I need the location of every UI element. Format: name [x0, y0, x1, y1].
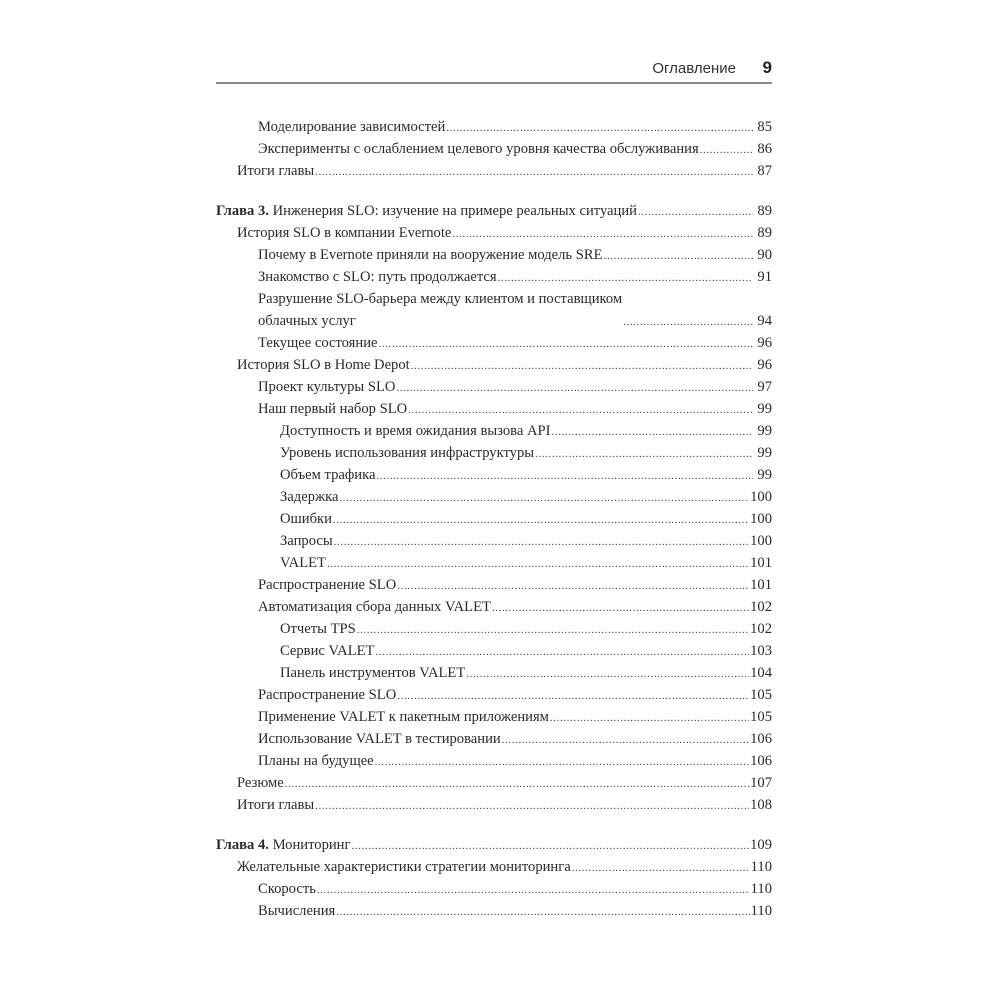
dot-leader: [396, 376, 753, 398]
toc-entry[interactable]: [216, 618, 772, 640]
dot-leader: [397, 684, 749, 706]
entry-text: Автоматизация сбора данных VALET: [258, 599, 491, 615]
dot-leader: [333, 508, 749, 530]
toc-entry-title: [280, 420, 550, 442]
toc-entry[interactable]: [216, 706, 772, 728]
entry-text: Распространение SLO: [258, 577, 397, 593]
page-number: 105: [750, 709, 772, 725]
toc-section: [216, 200, 772, 816]
toc-entry[interactable]: [216, 684, 772, 706]
entry-text: VALET: [280, 555, 326, 571]
dot-leader: [339, 486, 749, 508]
toc-entry-title: [280, 508, 332, 530]
toc-entry[interactable]: [216, 160, 772, 182]
toc-entry-title: [258, 138, 699, 160]
dot-leader: [327, 552, 749, 574]
toc-entry[interactable]: [216, 486, 772, 508]
dot-leader: [700, 138, 753, 160]
toc-entry-title: [280, 464, 375, 486]
entry-text: Задержка: [280, 489, 339, 505]
toc-entry[interactable]: [216, 552, 772, 574]
page-number: 87: [757, 163, 772, 179]
entry-text: Мониторинг: [272, 837, 351, 853]
entry-text: Скорость: [258, 881, 316, 897]
toc-entry-title: [258, 706, 549, 728]
entry-text: История SLO в компании Evernote: [237, 225, 452, 241]
toc-entry[interactable]: [216, 266, 772, 288]
entry-text: Доступность и время ожидания вызова API: [280, 423, 551, 439]
toc-entry[interactable]: [216, 772, 772, 794]
toc-entry-title: [258, 398, 407, 420]
page-number: 101: [750, 577, 772, 593]
running-header: [216, 58, 772, 84]
entry-text: Разрушение SLO-барьера между клиентом и поставщиком облачных услуг: [258, 291, 623, 329]
page-number: 102: [750, 621, 772, 637]
entry-text: Знакомство с SLO: путь продолжается: [258, 269, 497, 285]
entry-text: Резюме: [237, 775, 284, 791]
toc-entry-title: [280, 486, 338, 508]
toc-entry-title: [280, 618, 356, 640]
toc-entry-title: [258, 750, 374, 772]
entry-text: Инженерия SLO: изучение на примере реальных ситуаций: [272, 203, 637, 219]
entry-text: Итоги главы: [237, 163, 315, 179]
page-number: 105: [750, 687, 772, 703]
entry-text: Объем трафика: [280, 467, 376, 483]
toc-entry[interactable]: [216, 640, 772, 662]
header-page-number: 9: [762, 58, 772, 77]
entry-text: Распространение SLO: [258, 687, 397, 703]
dot-leader: [604, 244, 753, 266]
entry-text: Вычисления: [258, 903, 336, 919]
toc-entry-title: [258, 116, 445, 138]
dot-leader: [446, 116, 753, 138]
dot-leader: [285, 772, 749, 794]
toc-entry-title: [280, 662, 465, 684]
dot-leader: [357, 618, 749, 640]
page-number: 89: [757, 203, 772, 219]
toc-entry-title: [280, 530, 333, 552]
toc-entry[interactable]: [216, 878, 772, 900]
entry-text: Моделирование зависимостей: [258, 119, 446, 135]
dot-leader: [334, 530, 749, 552]
entry-text: Почему в Evernote приняли на вооружение модель SRE: [258, 247, 603, 263]
entry-text: Проект культуры SLO: [258, 379, 396, 395]
page-number: 109: [750, 837, 772, 853]
toc-entry[interactable]: [216, 530, 772, 552]
toc-entry-title: [258, 878, 316, 900]
toc-entry-title: [258, 684, 396, 706]
dot-leader: [411, 354, 753, 376]
toc-entry[interactable]: [216, 442, 772, 464]
chapter-number: Глава 3.: [216, 203, 269, 219]
entry-text: Желательные характеристики стратегии мониторинга: [237, 859, 571, 875]
toc-entry-title: [280, 552, 326, 574]
toc-entry-title: [280, 442, 534, 464]
dot-leader: [638, 200, 753, 222]
page-number: 110: [750, 903, 772, 919]
entry-text: Планы на будущее: [258, 753, 374, 769]
page-number: 99: [757, 401, 772, 417]
entry-text: Текущее состояние: [258, 335, 378, 351]
page-number: 96: [757, 357, 772, 373]
dot-leader: [623, 310, 753, 332]
entry-text: Использование VALET в тестировании: [258, 731, 501, 747]
page-number: 90: [757, 247, 772, 263]
page-number: 100: [750, 511, 772, 527]
entry-text: Сервис VALET: [280, 643, 375, 659]
toc-entry[interactable]: [216, 288, 772, 332]
toc-entry-title: [237, 772, 284, 794]
toc-entry-title: [258, 376, 395, 398]
page-number: 89: [757, 225, 772, 241]
toc-entry-title: [258, 288, 622, 332]
page-number: 97: [757, 379, 772, 395]
entry-text: Ошибки: [280, 511, 332, 527]
page-number: 110: [750, 859, 772, 875]
toc-entry[interactable]: [216, 116, 772, 138]
page-number: 99: [757, 445, 772, 461]
page-number: 99: [757, 467, 772, 483]
page-number: 104: [750, 665, 772, 681]
dot-leader: [315, 160, 753, 182]
entry-text: Итоги главы: [237, 797, 315, 813]
page-number: 94: [757, 313, 772, 329]
page-number: 86: [757, 141, 772, 157]
entry-text: Уровень использования инфраструктуры: [280, 445, 535, 461]
page-number: 91: [757, 269, 772, 285]
dot-leader: [336, 900, 749, 922]
dot-leader: [375, 750, 749, 772]
toc-entry-title: [258, 728, 501, 750]
toc-entry[interactable]: [216, 750, 772, 772]
toc-entry[interactable]: [216, 728, 772, 750]
dot-leader: [572, 856, 750, 878]
dot-leader: [379, 332, 754, 354]
entry-text: Эксперименты с ослаблением целевого уровня качества обслуживания: [258, 141, 699, 157]
toc-entry-title: [237, 354, 410, 376]
header-title: Оглавление: [652, 60, 736, 77]
page-number: 96: [757, 335, 772, 351]
toc-section: [216, 116, 772, 182]
toc-entry-title: [258, 596, 491, 618]
toc-section: [216, 834, 772, 922]
toc-entry[interactable]: [216, 398, 772, 420]
page-number: 106: [750, 753, 772, 769]
dot-leader: [408, 398, 753, 420]
toc-entry[interactable]: [216, 354, 772, 376]
toc-entry-title: [216, 834, 350, 856]
entry-text: Запросы: [280, 533, 333, 549]
toc-entry-title: [280, 640, 374, 662]
entry-text: История SLO в Home Depot: [237, 357, 410, 373]
dot-leader: [375, 640, 749, 662]
toc-entry-title: [258, 244, 603, 266]
dot-leader: [351, 834, 749, 856]
toc-entry-title: [258, 900, 335, 922]
toc-entry[interactable]: [216, 420, 772, 442]
toc-entry[interactable]: [216, 244, 772, 266]
toc-entry[interactable]: [216, 900, 772, 922]
dot-leader: [317, 878, 750, 900]
toc-chapter-entry[interactable]: [216, 834, 772, 856]
page-number: 101: [750, 555, 772, 571]
toc-entry[interactable]: [216, 508, 772, 530]
dot-leader: [502, 728, 749, 750]
entry-text: Отчеты TPS: [280, 621, 356, 637]
dot-leader: [492, 596, 749, 618]
toc-entry-title: [258, 574, 396, 596]
toc-entry[interactable]: [216, 856, 772, 878]
table-of-contents: [216, 116, 772, 940]
toc-entry[interactable]: [216, 376, 772, 398]
toc-entry-title: [216, 200, 637, 222]
toc-entry-title: [258, 266, 497, 288]
toc-entry-title: [237, 222, 451, 244]
toc-entry[interactable]: [216, 596, 772, 618]
dot-leader: [466, 662, 749, 684]
toc-entry[interactable]: [216, 138, 772, 160]
toc-entry[interactable]: [216, 464, 772, 486]
page-number: 110: [750, 881, 772, 897]
entry-text: Применение VALET к пакетным приложениям: [258, 709, 549, 725]
dot-leader: [550, 706, 749, 728]
dot-leader: [535, 442, 753, 464]
dot-leader: [315, 794, 749, 816]
toc-chapter-entry[interactable]: [216, 200, 772, 222]
page-number: 106: [750, 731, 772, 747]
toc-entry[interactable]: [216, 574, 772, 596]
page-number: 107: [750, 775, 772, 791]
dot-leader: [551, 420, 753, 442]
toc-entry-title: [237, 160, 314, 182]
toc-entry-title: [237, 794, 314, 816]
toc-entry-title: [258, 332, 378, 354]
toc-entry[interactable]: [216, 662, 772, 684]
dot-leader: [397, 574, 749, 596]
chapter-number: Глава 4.: [216, 837, 269, 853]
toc-entry[interactable]: [216, 332, 772, 354]
page-number: 103: [750, 643, 772, 659]
entry-text: Наш первый набор SLO: [258, 401, 408, 417]
toc-entry[interactable]: [216, 794, 772, 816]
page-number: 85: [757, 119, 772, 135]
dot-leader: [452, 222, 753, 244]
page-number: 108: [750, 797, 772, 813]
page-number: 102: [750, 599, 772, 615]
dot-leader: [376, 464, 753, 486]
entry-text: Панель инструментов VALET: [280, 665, 466, 681]
dot-leader: [498, 266, 753, 288]
page-number: 100: [750, 489, 772, 505]
page-number: 100: [750, 533, 772, 549]
toc-entry-title: [237, 856, 571, 878]
page-number: 99: [757, 423, 772, 439]
toc-entry[interactable]: [216, 222, 772, 244]
